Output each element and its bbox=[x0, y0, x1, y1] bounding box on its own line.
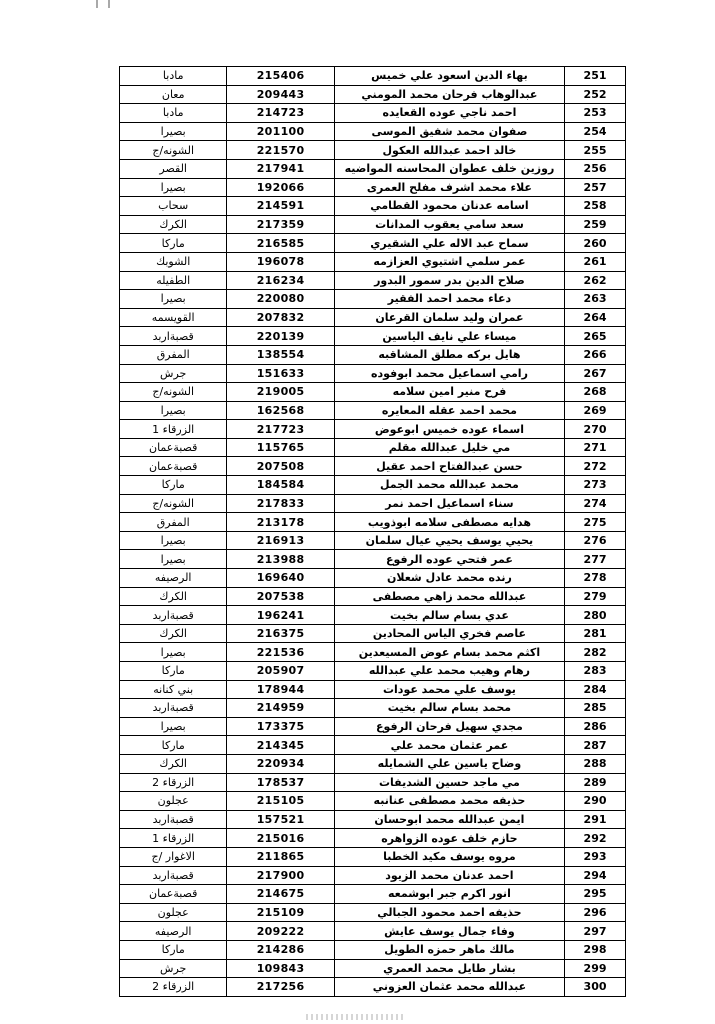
row-id-number: 216585 bbox=[227, 234, 334, 253]
row-serial: 273 bbox=[565, 476, 626, 495]
row-serial: 296 bbox=[565, 903, 626, 922]
row-city: الاغوار /ج bbox=[120, 847, 227, 866]
row-id-number: 214959 bbox=[227, 699, 334, 718]
row-city: الزرقاء 2 bbox=[120, 773, 227, 792]
row-city: الشوبك bbox=[120, 252, 227, 271]
table-row bbox=[120, 736, 626, 755]
row-city: بصيرا bbox=[120, 122, 227, 141]
row-name: انور اكرم جبر ابوشمعه bbox=[334, 885, 564, 904]
table-row bbox=[120, 773, 626, 792]
row-id-number: 215406 bbox=[227, 67, 334, 86]
row-name: عمر عثمان محمد علي bbox=[334, 736, 564, 755]
row-id-number: 219005 bbox=[227, 383, 334, 402]
row-name: احمد ناجي عوده القعايده bbox=[334, 104, 564, 123]
row-serial: 253 bbox=[565, 104, 626, 123]
row-serial: 293 bbox=[565, 847, 626, 866]
row-city: قصبةاربد bbox=[120, 606, 227, 625]
row-serial: 261 bbox=[565, 252, 626, 271]
row-name: اسماء عوده خميس ابوعوض bbox=[334, 420, 564, 439]
row-id-number: 109843 bbox=[227, 959, 334, 978]
row-id-number: 217833 bbox=[227, 494, 334, 513]
table-row bbox=[120, 587, 626, 606]
table-row bbox=[120, 159, 626, 178]
row-id-number: 157521 bbox=[227, 810, 334, 829]
table-row bbox=[120, 420, 626, 439]
table-row bbox=[120, 457, 626, 476]
row-serial: 264 bbox=[565, 308, 626, 327]
row-city: الشونه/ج bbox=[120, 494, 227, 513]
row-serial: 299 bbox=[565, 959, 626, 978]
row-name: محمد عبدالله محمد الجمل bbox=[334, 476, 564, 495]
row-name: وفاء جمال يوسف عايش bbox=[334, 922, 564, 941]
row-id-number: 209222 bbox=[227, 922, 334, 941]
table-row bbox=[120, 959, 626, 978]
table-row bbox=[120, 550, 626, 569]
row-city: ماركا bbox=[120, 662, 227, 681]
row-city: الرصيفه bbox=[120, 569, 227, 588]
row-name: سناء اسماعيل احمد نمر bbox=[334, 494, 564, 513]
row-name: عمر سلمي اشتيوي العزازمه bbox=[334, 252, 564, 271]
row-name: فرح منير امين سلامه bbox=[334, 383, 564, 402]
row-serial: 288 bbox=[565, 754, 626, 773]
row-serial: 255 bbox=[565, 141, 626, 160]
row-name: عبدالله محمد عثمان العزوني bbox=[334, 978, 564, 997]
row-city: الشونه/ج bbox=[120, 141, 227, 160]
row-name: احمد عدنان محمد الزيود bbox=[334, 866, 564, 885]
row-serial: 277 bbox=[565, 550, 626, 569]
row-city: بصيرا bbox=[120, 531, 227, 550]
row-city: بصيرا bbox=[120, 717, 227, 736]
table-row bbox=[120, 401, 626, 420]
row-name: مي خليل عبدالله مقلم bbox=[334, 438, 564, 457]
row-name: حذيفه احمد محمود الجبالي bbox=[334, 903, 564, 922]
row-id-number: 207508 bbox=[227, 457, 334, 476]
row-serial: 276 bbox=[565, 531, 626, 550]
row-id-number: 196078 bbox=[227, 252, 334, 271]
scan-noise bbox=[306, 1014, 406, 1020]
row-id-number: 192066 bbox=[227, 178, 334, 197]
row-city: المفرق bbox=[120, 513, 227, 532]
table-row bbox=[120, 438, 626, 457]
table-row bbox=[120, 364, 626, 383]
row-name: علاء محمد اشرف مفلح العمرى bbox=[334, 178, 564, 197]
row-city: ماركا bbox=[120, 234, 227, 253]
row-name: سماح عبد الاله علي الشقيري bbox=[334, 234, 564, 253]
row-name: صفوان محمد شفيق الموسى bbox=[334, 122, 564, 141]
table-row bbox=[120, 922, 626, 941]
row-name: رهام وهيب محمد علي عبدالله bbox=[334, 662, 564, 681]
row-city: مادبا bbox=[120, 104, 227, 123]
row-name: مروه يوسف مكيد الخطبا bbox=[334, 847, 564, 866]
table-row bbox=[120, 866, 626, 885]
table-row bbox=[120, 531, 626, 550]
table-row bbox=[120, 978, 626, 997]
table-row bbox=[120, 345, 626, 364]
row-serial: 262 bbox=[565, 271, 626, 290]
candidates-table bbox=[119, 66, 626, 997]
table-row bbox=[120, 810, 626, 829]
table-row bbox=[120, 476, 626, 495]
table-row bbox=[120, 513, 626, 532]
row-serial: 298 bbox=[565, 940, 626, 959]
row-id-number: 215105 bbox=[227, 792, 334, 811]
row-id-number: 214591 bbox=[227, 197, 334, 216]
row-name: مي ماجد حسين الشديفات bbox=[334, 773, 564, 792]
row-name: روزين خلف عطوان المحاسنه المواضيه bbox=[334, 159, 564, 178]
row-city: الزرقاء 2 bbox=[120, 978, 227, 997]
row-id-number: 221536 bbox=[227, 643, 334, 662]
row-id-number: 184584 bbox=[227, 476, 334, 495]
row-name: بشار طايل محمد العمري bbox=[334, 959, 564, 978]
row-id-number: 216234 bbox=[227, 271, 334, 290]
row-serial: 290 bbox=[565, 792, 626, 811]
row-name: اسامه عدنان محمود القطامي bbox=[334, 197, 564, 216]
row-name: حذيفه محمد مصطفى عنانبه bbox=[334, 792, 564, 811]
row-city: الكرك bbox=[120, 754, 227, 773]
row-id-number: 205907 bbox=[227, 662, 334, 681]
row-name: اكثم محمد بسام عوض المسيعدين bbox=[334, 643, 564, 662]
row-city: جرش bbox=[120, 364, 227, 383]
row-name: رامي اسماعيل محمد ابوفوده bbox=[334, 364, 564, 383]
row-id-number: 211865 bbox=[227, 847, 334, 866]
row-serial: 297 bbox=[565, 922, 626, 941]
row-name: خالد احمد عبدالله العكول bbox=[334, 141, 564, 160]
row-id-number: 162568 bbox=[227, 401, 334, 420]
table-row bbox=[120, 141, 626, 160]
row-serial: 285 bbox=[565, 699, 626, 718]
row-name: محمد بسام سالم بخيت bbox=[334, 699, 564, 718]
row-id-number: 213988 bbox=[227, 550, 334, 569]
row-city: قصبةاربد bbox=[120, 699, 227, 718]
row-city: جرش bbox=[120, 959, 227, 978]
table-row bbox=[120, 215, 626, 234]
row-serial: 295 bbox=[565, 885, 626, 904]
row-name: حازم خلف عوده الزواهره bbox=[334, 829, 564, 848]
row-id-number: 209443 bbox=[227, 85, 334, 104]
row-id-number: 220080 bbox=[227, 290, 334, 309]
row-name: مجدي سهيل فرحان الرفوع bbox=[334, 717, 564, 736]
row-id-number: 201100 bbox=[227, 122, 334, 141]
row-city: الكرك bbox=[120, 587, 227, 606]
row-id-number: 138554 bbox=[227, 345, 334, 364]
table-row bbox=[120, 85, 626, 104]
table-row bbox=[120, 178, 626, 197]
table-row bbox=[120, 699, 626, 718]
row-serial: 268 bbox=[565, 383, 626, 402]
table-row bbox=[120, 829, 626, 848]
table-row bbox=[120, 197, 626, 216]
row-name: بهاء الدين اسعود علي خميس bbox=[334, 67, 564, 86]
row-id-number: 173375 bbox=[227, 717, 334, 736]
row-id-number: 207538 bbox=[227, 587, 334, 606]
table-row bbox=[120, 680, 626, 699]
row-serial: 281 bbox=[565, 624, 626, 643]
row-serial: 279 bbox=[565, 587, 626, 606]
row-id-number: 214675 bbox=[227, 885, 334, 904]
row-id-number: 213178 bbox=[227, 513, 334, 532]
table-row bbox=[120, 104, 626, 123]
row-id-number: 220934 bbox=[227, 754, 334, 773]
row-id-number: 169640 bbox=[227, 569, 334, 588]
row-id-number: 214286 bbox=[227, 940, 334, 959]
row-city: ماركا bbox=[120, 736, 227, 755]
scan-artifact bbox=[96, 0, 110, 8]
row-serial: 260 bbox=[565, 234, 626, 253]
table-row bbox=[120, 662, 626, 681]
row-name: عمران وليد سلمان القرعان bbox=[334, 308, 564, 327]
row-serial: 291 bbox=[565, 810, 626, 829]
row-serial: 283 bbox=[565, 662, 626, 681]
row-city: المفرق bbox=[120, 345, 227, 364]
row-name: حسن عبدالفتاح احمد عقيل bbox=[334, 457, 564, 476]
row-city: الشونه/ج bbox=[120, 383, 227, 402]
row-name: عبدالوهاب فرحان محمد المومني bbox=[334, 85, 564, 104]
table-row bbox=[120, 940, 626, 959]
row-name: يوسف علي محمد عودات bbox=[334, 680, 564, 699]
row-id-number: 217723 bbox=[227, 420, 334, 439]
row-id-number: 196241 bbox=[227, 606, 334, 625]
row-id-number: 215109 bbox=[227, 903, 334, 922]
row-id-number: 216913 bbox=[227, 531, 334, 550]
table-row bbox=[120, 122, 626, 141]
row-name: هايل بركه مطلق المشاقبه bbox=[334, 345, 564, 364]
row-id-number: 214345 bbox=[227, 736, 334, 755]
table-body bbox=[120, 67, 626, 997]
row-serial: 278 bbox=[565, 569, 626, 588]
row-id-number: 207832 bbox=[227, 308, 334, 327]
row-city: عجلون bbox=[120, 903, 227, 922]
row-id-number: 220139 bbox=[227, 327, 334, 346]
row-name: رنده محمد عادل شعلان bbox=[334, 569, 564, 588]
row-serial: 287 bbox=[565, 736, 626, 755]
row-city: الكرك bbox=[120, 215, 227, 234]
row-name: عبدالله محمد زاهي مصطفى bbox=[334, 587, 564, 606]
row-serial: 286 bbox=[565, 717, 626, 736]
row-serial: 275 bbox=[565, 513, 626, 532]
row-city: قصبةاربد bbox=[120, 810, 227, 829]
row-serial: 254 bbox=[565, 122, 626, 141]
row-id-number: 217941 bbox=[227, 159, 334, 178]
table-row bbox=[120, 308, 626, 327]
table-row bbox=[120, 903, 626, 922]
row-id-number: 115765 bbox=[227, 438, 334, 457]
table-row bbox=[120, 624, 626, 643]
row-id-number: 216375 bbox=[227, 624, 334, 643]
row-serial: 257 bbox=[565, 178, 626, 197]
table-row bbox=[120, 754, 626, 773]
table-row bbox=[120, 569, 626, 588]
row-city: القصر bbox=[120, 159, 227, 178]
row-serial: 280 bbox=[565, 606, 626, 625]
row-id-number: 221570 bbox=[227, 141, 334, 160]
row-name: ايمن عبدالله محمد ابوحسان bbox=[334, 810, 564, 829]
table-row bbox=[120, 327, 626, 346]
row-city: الكرك bbox=[120, 624, 227, 643]
row-id-number: 178944 bbox=[227, 680, 334, 699]
row-serial: 270 bbox=[565, 420, 626, 439]
row-serial: 294 bbox=[565, 866, 626, 885]
row-serial: 272 bbox=[565, 457, 626, 476]
row-city: بصيرا bbox=[120, 401, 227, 420]
row-name: وضاح ياسين علي الشمايله bbox=[334, 754, 564, 773]
row-city: بصيرا bbox=[120, 290, 227, 309]
row-serial: 269 bbox=[565, 401, 626, 420]
row-city: بصيرا bbox=[120, 643, 227, 662]
table-row bbox=[120, 67, 626, 86]
row-name: ميساء علي نايف الياسين bbox=[334, 327, 564, 346]
row-serial: 289 bbox=[565, 773, 626, 792]
row-city: الرصيفه bbox=[120, 922, 227, 941]
row-serial: 271 bbox=[565, 438, 626, 457]
row-city: قصبةعمان bbox=[120, 885, 227, 904]
row-serial: 274 bbox=[565, 494, 626, 513]
row-serial: 267 bbox=[565, 364, 626, 383]
row-city: الزرقاء 1 bbox=[120, 420, 227, 439]
table-row bbox=[120, 643, 626, 662]
row-name: دعاء محمد احمد الفقير bbox=[334, 290, 564, 309]
row-city: ماركا bbox=[120, 476, 227, 495]
row-city: القويسمه bbox=[120, 308, 227, 327]
table-row bbox=[120, 494, 626, 513]
row-city: قصبةاربد bbox=[120, 327, 227, 346]
row-city: عجلون bbox=[120, 792, 227, 811]
table-row bbox=[120, 717, 626, 736]
row-serial: 266 bbox=[565, 345, 626, 364]
row-city: الطفيله bbox=[120, 271, 227, 290]
row-city: بصيرا bbox=[120, 550, 227, 569]
row-serial: 251 bbox=[565, 67, 626, 86]
row-name: يحيي يوسف يحيي عيال سلمان bbox=[334, 531, 564, 550]
row-name: عمر فتحي عوده الرفوع bbox=[334, 550, 564, 569]
row-city: بصيرا bbox=[120, 178, 227, 197]
row-name: سعد سامي يعقوب المدانات bbox=[334, 215, 564, 234]
row-serial: 284 bbox=[565, 680, 626, 699]
row-city: مادبا bbox=[120, 67, 227, 86]
table-row bbox=[120, 606, 626, 625]
row-name: محمد احمد عقله المعايره bbox=[334, 401, 564, 420]
row-serial: 252 bbox=[565, 85, 626, 104]
row-serial: 259 bbox=[565, 215, 626, 234]
table-row bbox=[120, 885, 626, 904]
row-id-number: 217359 bbox=[227, 215, 334, 234]
row-id-number: 217900 bbox=[227, 866, 334, 885]
row-name: مالك ماهر حمزه الطويل bbox=[334, 940, 564, 959]
table-row bbox=[120, 847, 626, 866]
table-row bbox=[120, 383, 626, 402]
table-row bbox=[120, 271, 626, 290]
row-serial: 282 bbox=[565, 643, 626, 662]
table-row bbox=[120, 234, 626, 253]
table-row bbox=[120, 290, 626, 309]
row-serial: 292 bbox=[565, 829, 626, 848]
row-city: معان bbox=[120, 85, 227, 104]
row-id-number: 217256 bbox=[227, 978, 334, 997]
row-serial: 265 bbox=[565, 327, 626, 346]
row-id-number: 178537 bbox=[227, 773, 334, 792]
table-row bbox=[120, 792, 626, 811]
row-city: قصبةعمان bbox=[120, 438, 227, 457]
row-serial: 300 bbox=[565, 978, 626, 997]
row-serial: 256 bbox=[565, 159, 626, 178]
table-row bbox=[120, 252, 626, 271]
row-id-number: 215016 bbox=[227, 829, 334, 848]
row-city: سحاب bbox=[120, 197, 227, 216]
row-serial: 258 bbox=[565, 197, 626, 216]
row-name: عاصم فخري الياس المحادين bbox=[334, 624, 564, 643]
row-id-number: 214723 bbox=[227, 104, 334, 123]
row-serial: 263 bbox=[565, 290, 626, 309]
row-city: قصبةاربد bbox=[120, 866, 227, 885]
row-name: صلاح الدين بدر سمور البدور bbox=[334, 271, 564, 290]
row-city: بني كنانه bbox=[120, 680, 227, 699]
row-name: هدايه مصطفى سلامه ابوذويب bbox=[334, 513, 564, 532]
row-city: ماركا bbox=[120, 940, 227, 959]
row-city: الزرقاء 1 bbox=[120, 829, 227, 848]
row-name: عدي بسام سالم بخيت bbox=[334, 606, 564, 625]
row-id-number: 151633 bbox=[227, 364, 334, 383]
row-city: قصبةعمان bbox=[120, 457, 227, 476]
